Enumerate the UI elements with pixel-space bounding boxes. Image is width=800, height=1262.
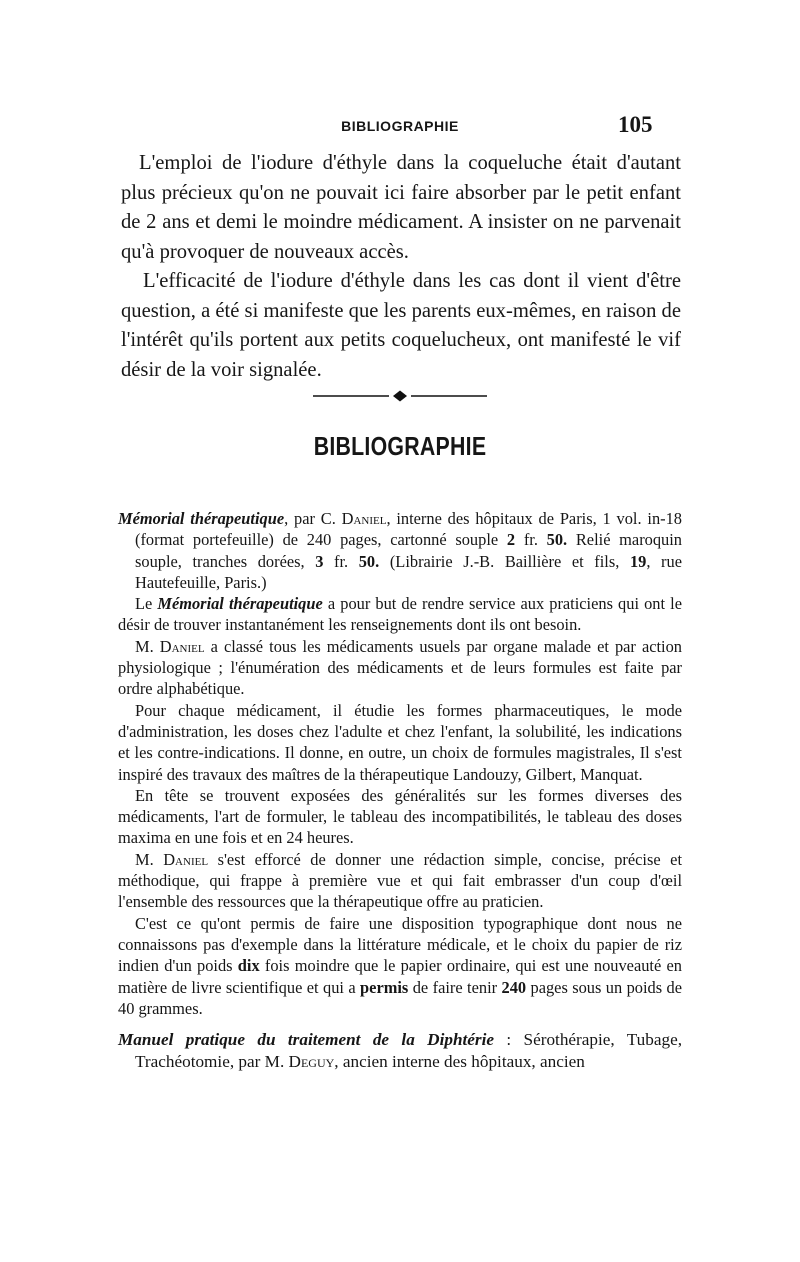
- bibliography-entry-manuel: Manuel pratique du traitement de la Diphtérie : Sérothérapie, Tubage, Trachéotomie, par M. Deguy, ancien interne des hôpitaux, ancien: [118, 1030, 682, 1072]
- book-title: Mémorial thérapeutique: [157, 594, 323, 614]
- intro-paragraph-2: L'efficacité de l'iodure d'éthyle dans les cas dont il vient d'être question, a été si manifeste que les parents eux-mêmes, en raison de l'intérêt qu'ils portent aux petits coquelucheux, ont manifesté le vif désir de la voir signalée.: [121, 270, 681, 381]
- intro-paragraph-1: L'emploi de l'iodure d'éthyle dans la coqueluche était d'autant plus précieux qu'on ne pouvait ici faire absorber par le petit enfant de 2 ans et demi le moindre médicament. A insister on ne parvenait qu'à provoquer de nouveaux accès.: [121, 152, 681, 263]
- book-title: Mémorial thérapeutique: [118, 509, 285, 528]
- running-head-title: BIBLIOGRAPHIE: [341, 118, 459, 134]
- section-title: BIBLIOGRAPHIE: [313, 431, 487, 461]
- paragraph-medicament-study: Pour chaque médicament, il étudie les formes pharmaceutiques, le mode d'administration, les doses chez l'adulte et chez l'enfant, la solubilité, les indications et les contre-indications. Il donne, en outre, un choix de formules magistrales, Il s'est inspiré des travaux des maîtres de la thérapeutique Landouzy, Gilbert, Manquat.: [118, 700, 682, 784]
- author-name: Daniel: [159, 636, 205, 656]
- paragraph-typography: C'est ce qu'ont permis de faire une disposition typographique dont nous ne connaissons pas d'exemple dans la littérature médicale, et le choix du papier de riz indien d'un poids dix fois moindre que le papier ordinaire, qui est une nouveauté en matière de livre scientifique et qui a permis de faire tenir 240 pages sous un poids de 40 grammes.: [118, 913, 683, 1018]
- bibliography-entry-memorial: Mémorial thérapeutique, par C. Daniel, interne des hôpitaux de Paris, 1 vol. in-18 (format portefeuille) de 240 pages, cartonné souple 2 fr. 50. Relié maroquin souple, tranches dorées, 3 fr. 50. (Librairie J.-B. Baillière et fils, 19, rue Hautefeuille, Paris.): [118, 509, 683, 592]
- divider-ornament: [313, 390, 487, 402]
- intro-text: [121, 149, 681, 385]
- paragraph-redaction: M. Daniel s'est efforcé de donner une rédaction simple, concise, précise et méthodique, qui frappe à première vue et qui fait embrasser d'un coup d'œil l'ensemble des ressources que la thérapeutique offre au praticien.: [118, 849, 682, 912]
- running-head: [0, 112, 800, 136]
- bibliography-section: [118, 508, 682, 1073]
- paragraph-purpose: Le Mémorial thérapeutique a pour but de rendre service aux praticiens qui ont le désir de trouver instantanément les renseignements dont ils ont besoin.: [118, 594, 682, 635]
- book-title: Manuel pratique du traitement de la Diphtérie: [118, 1030, 495, 1050]
- paragraph-classification: M. Daniel a classé tous les médicaments usuels par organe malade et par action physiologique ; l'énumération des médicaments et de leurs formules est faite par ordre alphabétique.: [118, 636, 682, 699]
- author-name: Daniel: [341, 509, 387, 528]
- author-name: Deguy: [288, 1052, 335, 1072]
- author-name: Daniel: [163, 849, 209, 869]
- paragraph-generalities: En tête se trouvent exposées des généralités sur les formes diverses des médicaments, l'art de formuler, le tableau des incompatibilités, le tableau des doses maxima en une fois et en 24 heures.: [118, 785, 682, 848]
- page-number: 105: [618, 112, 653, 137]
